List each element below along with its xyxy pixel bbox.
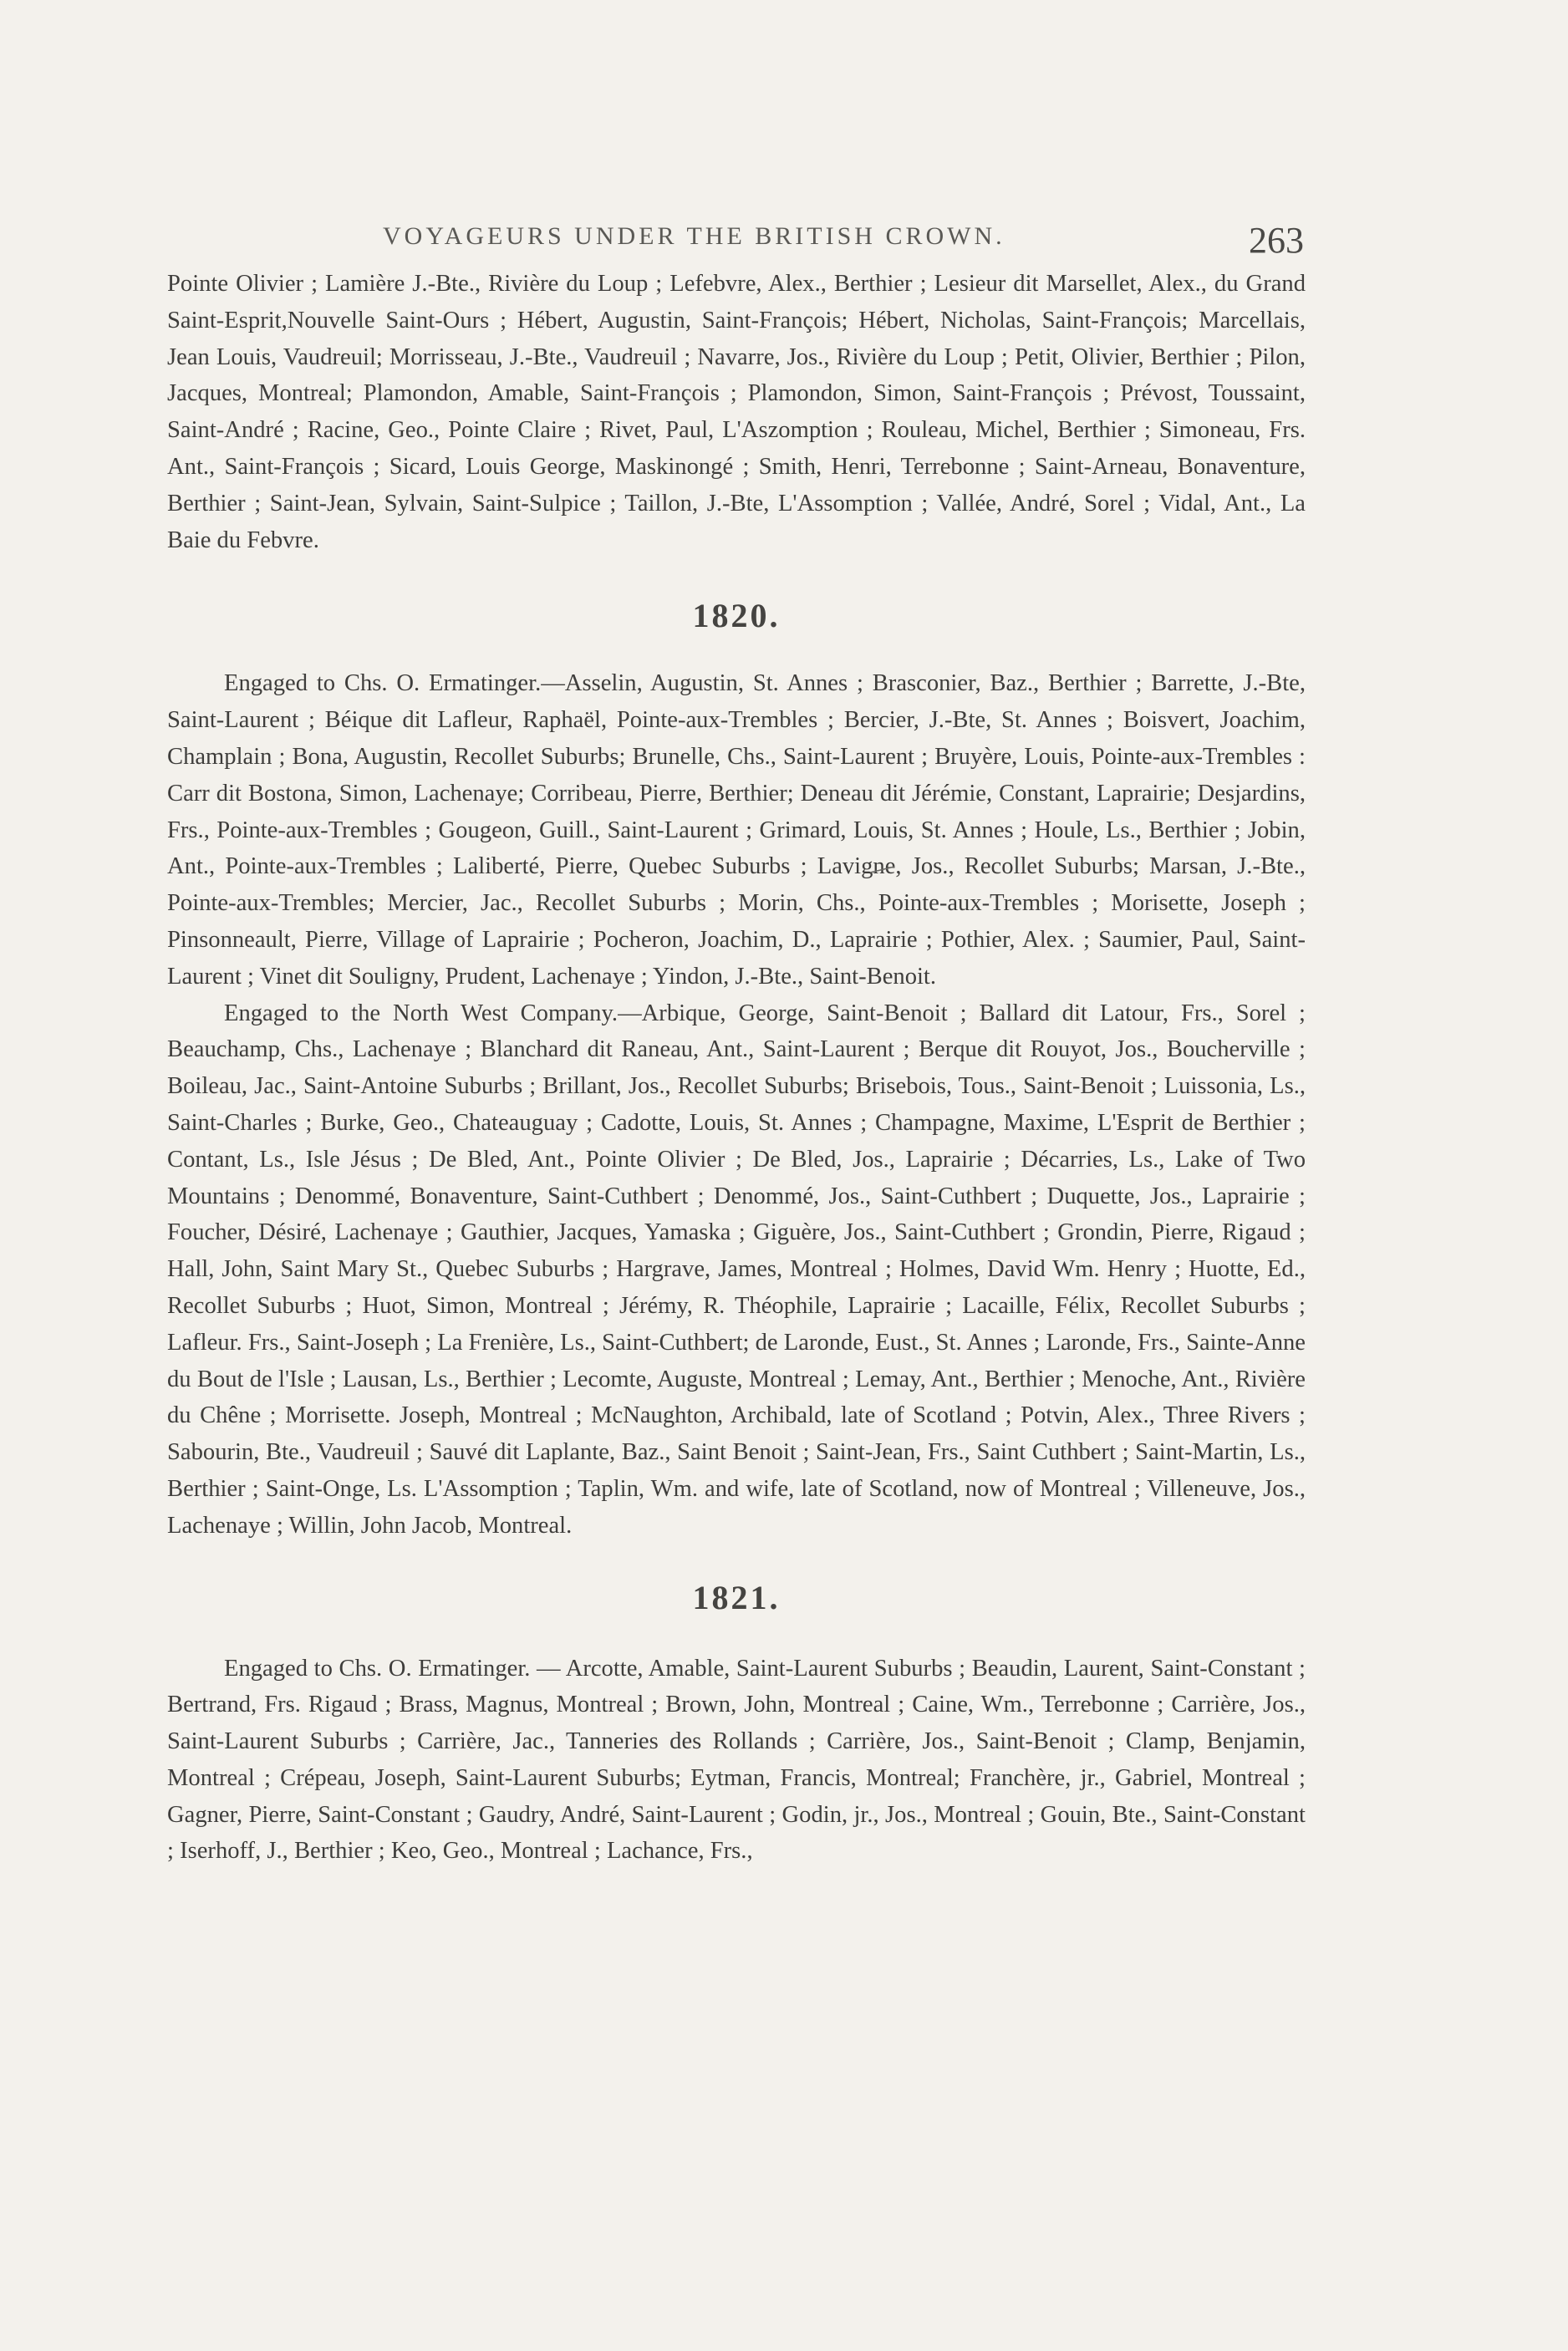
document-page	[167, 219, 1306, 1870]
paragraph-ermatinger-1820: Engaged to Chs. O. Ermatinger.—Asselin, Augustin, St. Annes ; Brasconier, Baz., Berthier ; Barrette, J.-Bte, Saint-Laurent ; Béique dit Lafleur, Raphaël, Pointe-aux-Trembles ; Bercier, J.-Bte, St. Annes ; Boisvert, Joachim, Champlain ; Bona, Augustin, Recollet Suburbs; Brunelle, Chs., Saint-Laurent ; Bruyère, Louis, Pointe-aux-Trembles : Carr dit Bostona, Simon, Lachenaye; Corribeau, Pierre, Berthier; Deneau dit Jérémie, Constant, Laprairie; Desjardins, Frs., Pointe-aux-Trembles ; Gougeon, Guill., Saint-Laurent ; Grimard, Louis, St. Annes ; Houle, Ls., Berthier ; Jobin, Ant., Pointe-aux-Trembles ; Laliberté, Pierre, Quebec Suburbs ; Lavigne, Jos., Recollet Suburbs; Marsan, J.-Bte., Pointe-aux-Trembles; Mercier, Jac., Recollet Suburbs ; Morin, Chs., Pointe-aux-Trembles ; Morisette, Joseph ; Pinsonneault, Pierre, Village of Laprairie ; Pocheron, Joachim, D., Laprairie ; Pothier, Alex. ; Saumier, Paul, Saint-Laurent ; Vinet dit Souligny, Prudent, Lachenaye ; Yindon, J.-Bte., Saint-Benoit.	[167, 670, 1306, 990]
page-number: 263	[1249, 220, 1304, 261]
page-header	[167, 219, 1306, 266]
paragraph-ermatinger-1821: Engaged to Chs. O. Ermatinger. — Arcotte, Amable, Saint-Laurent Suburbs ; Beaudin, Laurent, Saint-Constant ; Bertrand, Frs. Rigaud ; Brass, Magnus, Montreal ; Brown, John, Montreal ; Caine, Wm., Terrebonne ; Carrière, Jos., Saint-Laurent Suburbs ; Carrière, Jac., Tanneries des Rollands ; Carrière, Jos., Saint-Benoit ; Clamp, Benjamin, Montreal ; Crépeau, Joseph, Saint-Laurent Suburbs; Eytman, Francis, Montreal; Franchère, jr., Gabriel, Montreal ; Gagner, Pierre, Saint-Constant ; Gaudry, André, Saint-Laurent ; Godin, jr., Jos., Montreal ; Gouin, Bte., Saint-Constant ; Iserhoff, J., Berthier ; Keo, Geo., Montreal ; Lachance, Frs.,	[167, 1655, 1306, 1865]
running-title: VOYAGEURS UNDER THE BRITISH CROWN.	[383, 222, 1005, 250]
paragraph-north-west-company-1820: Engaged to the North West Company.—Arbique, George, Saint-Benoit ; Ballard dit Latour, Frs., Sorel ; Beauchamp, Chs., Lachenaye ; Blanchard dit Raneau, Ant., Saint-Laurent ; Berque dit Rouyot, Jos., Boucherville ; Boileau, Jac., Saint-Antoine Suburbs ; Brillant, Jos., Recollet Suburbs; Brisebois, Tous., Saint-Benoit ; Luissonia, Ls., Saint-Charles ; Burke, Geo., Chateauguay ; Cadotte, Louis, St. Annes ; Champagne, Maxime, L'Esprit de Berthier ; Contant, Ls., Isle Jésus ; De Bled, Ant., Pointe Olivier ; De Bled, Jos., Laprairie ; Décarries, Ls., Lake of Two Mountains ; Denommé, Bonaventure, Saint-Cuthbert ; Denommé, Jos., Saint-Cuthbert ; Duquette, Jos., Laprairie ; Foucher, Désiré, Lachenaye ; Gauthier, Jacques, Yamaska ; Giguère, Jos., Saint-Cuthbert ; Grondin, Pierre, Rigaud ; Hall, John, Saint Mary St., Quebec Suburbs ; Hargrave, James, Montreal ; Holmes, David Wm. Henry ; Huotte, Ed., Recollet Suburbs ; Huot, Simon, Montreal ; Jérémy, R. Théophile, Laprairie ; Lacaille, Félix, Recollet Suburbs ; Lafleur. Frs., Saint-Joseph ; La Frenière, Ls., Saint-Cuthbert; de Laronde, Eust., St. Annes ; Laronde, Frs., Sainte-Anne du Bout de l'Isle ; Lausan, Ls., Berthier ; Lecomte, Auguste, Montreal ; Lemay, Ant., Berthier ; Menoche, Ant., Rivière du Chêne ; Morrisette. Joseph, Montreal ; McNaughton, Archibald, late of Scotland ; Potvin, Alex., Three Rivers ; Sabourin, Bte., Vaudreuil ; Sauvé dit Laplante, Baz., Saint Benoit ; Saint-Jean, Frs., Saint Cuthbert ; Saint-Martin, Ls., Berthier ; Saint-Onge, Ls. L'Assomption ; Taplin, Wm. and wife, late of Scotland, now of Montreal ; Villeneuve, Jos., Lachenaye ; Willin, John Jacob, Montreal.	[167, 1000, 1306, 1539]
year-heading-1821: 1821.	[692, 1578, 781, 1616]
paragraph-intro: Pointe Olivier ; Lamière J.-Bte., Rivière du Loup ; Lefebvre, Alex., Berthier ; Lesieur dit Marsellet, Alex., du Grand Saint-Esprit,Nouvelle Saint-Ours ; Hébert, Augustin, Saint-François; Hébert, Nicholas, Saint-François; Marcellais, Jean Louis, Vaudreuil; Morrisseau, J.-Bte., Vaudreuil ; Navarre, Jos., Rivière du Loup ; Petit, Olivier, Berthier ; Pilon, Jacques, Montreal; Plamondon, Amable, Saint-François ; Plamondon, Simon, Saint-François ; Prévost, Toussaint, Saint-André ; Racine, Geo., Pointe Claire ; Rivet, Paul, L'Aszomption ; Rouleau, Michel, Berthier ; Simoneau, Frs. Ant., Saint-François ; Sicard, Louis George, Maskinongé ; Smith, Henri, Terrebonne ; Saint-Arneau, Bonaventure, Berthier ; Saint-Jean, Sylvain, Saint-Sulpice ; Taillon, J.-Bte, L'Assomption ; Vallée, André, Sorel ; Vidal, Ant., La Baie du Febvre.	[167, 271, 1306, 553]
pencil-margin-mark-icon	[869, 865, 896, 873]
year-heading-1820: 1820.	[692, 597, 781, 635]
